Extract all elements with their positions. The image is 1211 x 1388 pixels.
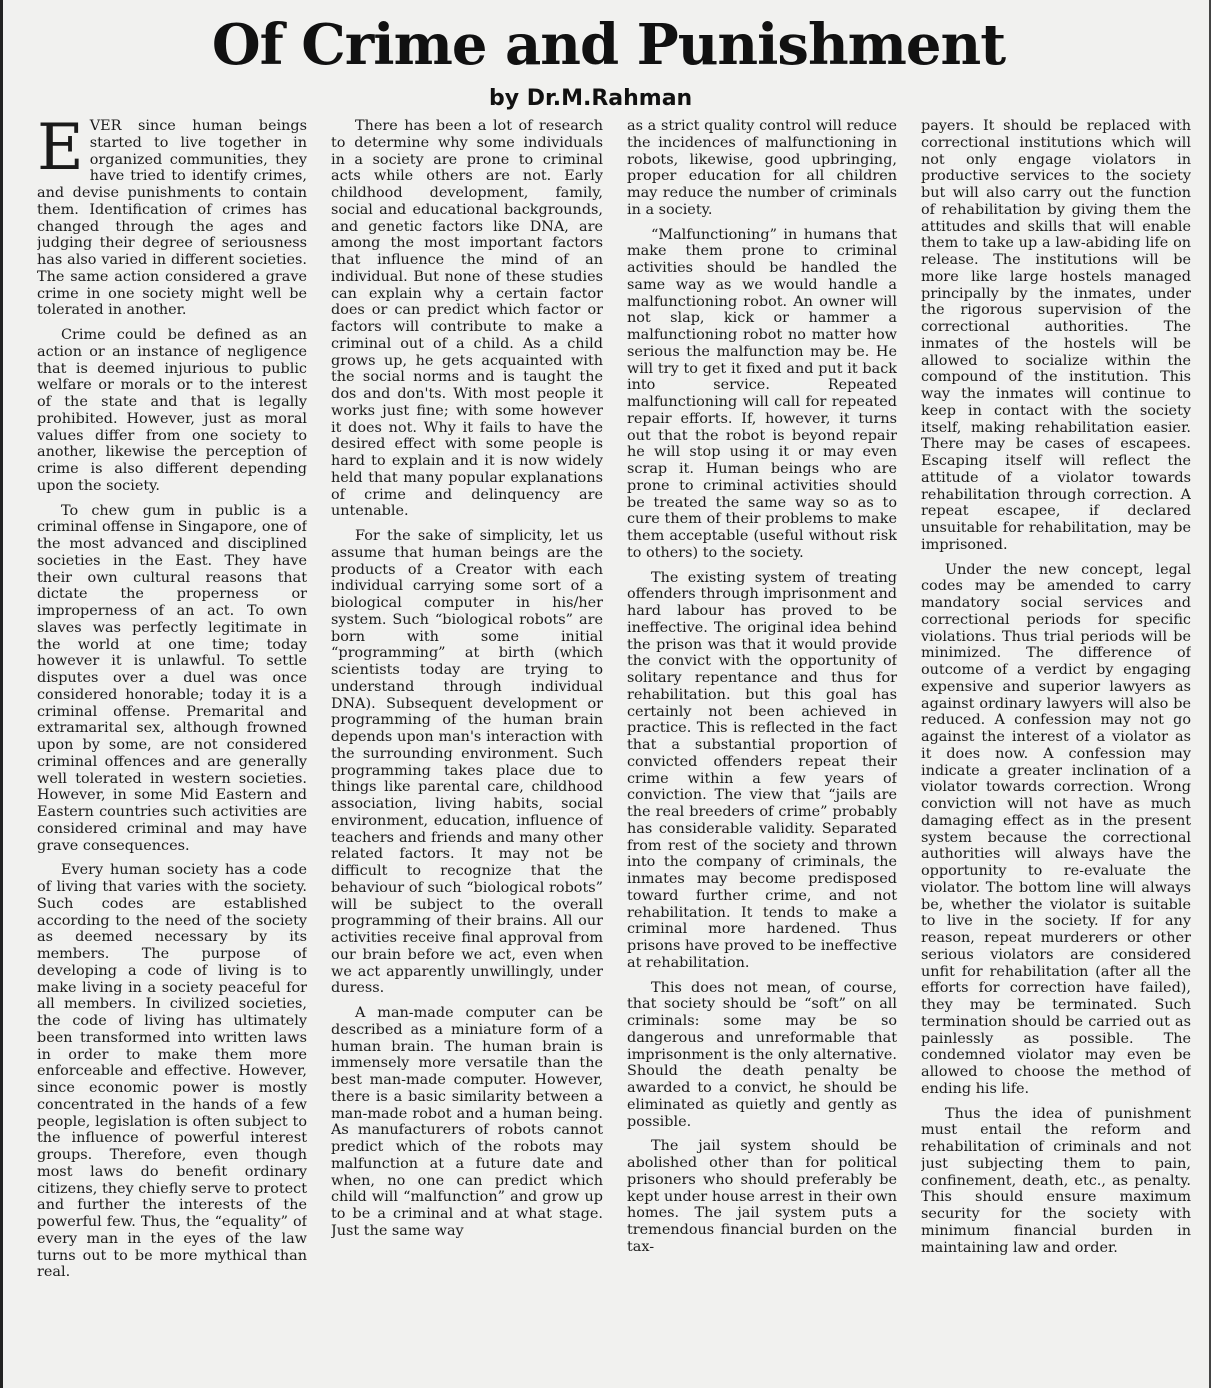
paragraph: The existing system of treating offenders through imprisonment and hard labour has proved to be ineffective. The original idea behind the prison was that it would provide the convict with the opportunity of solitary repentance and thus for rehabilitation. but this goal has certainly not been achieved in practice. This is reflected in the fact that a substantial proportion of convicted offenders repeat their crime within a few years of conviction. The view that “jails are the real breeders of crime” probably has considerable validity. Separated from rest of the society and thrown into the company of criminals, the inmates may become predisposed toward further crime, and not rehabilitation. It tends to make a criminal more hardened. Thus prisons have proved to be ineffective at rehabilitation. <box>627 569 897 971</box>
paragraph: The jail system should be abolished other than for political prisoners who should preferably be kept under house arrest in their own homes. The jail system puts a tremendous financial burden on the tax- <box>627 1138 897 1255</box>
paragraph: Every human society has a code of living that varies with the society. Such codes are established according to the need of the society as deemed necessary by its members. The purpose of developing a code of living is to make living in a society peaceful for all members. In civilized societies, the code of living has ultimately been transformed into written laws in order to make them more enforceable and effective. However, since economic power is mostly concentrated in the hands of a few people, legislation is often subject to the influence of powerful interest groups. Therefore, even though most laws do benefit ordinary citizens, they chiefly serve to protect and further the interests of the powerful few. Thus, the “equality” of every man in the eyes of the law turns out to be more mythical than real. <box>37 862 307 1281</box>
paragraph: Thus the idea of punishment must entail the reform and rehabilitation of criminals and not just subjecting them to pain, confinement, death, etc., as penalty. This should ensure maximum security for the society with minimum financial burden in maintaining law and order. <box>921 1105 1191 1256</box>
paragraph <box>37 118 307 319</box>
article-column-1 <box>37 118 307 1380</box>
article-column-4 <box>921 118 1191 1380</box>
drop-cap: E <box>37 118 84 185</box>
article-column-2 <box>331 118 603 1380</box>
headline: Of Crime and Punishment <box>211 12 1006 78</box>
paragraph: payers. It should be replaced with correctional institutions which will not only engage violators in productive services to the society but will also carry out the function of rehabilitation by giving them the attitudes and skills that will enable them to take up a law-abiding life on release. The institutions will be more like large hostels managed principally by the inmates, under the rigorous supervision of the correctional authorities. The inmates of the hostels will be allowed to socialize within the compound of the institution. This way the inmates will continue to keep in contact with the society itself, making rehabilitation easier. There may be cases of escapees. Escaping itself will reflect the attitude of a violator towards rehabilitation through correction. A repeat escapee, if declared unsuitable for rehabilitation, may be imprisoned. <box>921 118 1191 553</box>
paragraph: as a strict quality control will reduce the incidences of malfunctioning in robots, likewise, good upbringing, proper education for all children may reduce the number of criminals in a society. <box>627 118 897 218</box>
paragraph: “Malfunctioning” in humans that make them prone to criminal activities should be handled the same way as we would handle a malfunctioning robot. An owner will not slap, kick or hammer a malfunctioning robot no matter how serious the malfunction may be. He will try to get it fixed and put it back into service. Repeated malfunctioning will call for repeated repair efforts. If, however, it turns out that the robot is beyond repair he will stop using it or may even scrap it. Human beings who are prone to criminal activities should be treated the same way so as to cure them of their problems to make them acceptable (useful without risk to others) to the society. <box>627 226 897 561</box>
paragraph: To chew gum in public is a criminal offense in Singapore, one of the most advanced and disciplined societies in the East. They have their own cultural reasons that dictate the properness or improperness of an act. To own slaves was perfectly legitimate in the world at one time; today however it is unlawful. To settle disputes over a duel was once considered honorable; today it is a criminal offense. Premarital and extramarital sex, although frowned upon by some, are not considered criminal offences and are generally well tolerated in western societies. However, in some Mid Eastern and Eastern countries such activities are considered criminal and may have grave consequences. <box>37 502 307 854</box>
article-column-3 <box>627 118 897 1380</box>
paragraph: This does not mean, of course, that society should be “soft” on all criminals: some may be so dangerous and unreformable that imprisonment is the only alternative. Should the death penalty be awarded to a convict, he should be eliminated as quietly and gently as possible. <box>627 979 897 1130</box>
paragraph: Under the new concept, legal codes may be amended to carry mandatory social services and correctional periods for specific violations. Thus trial periods will be minimized. The difference of outcome of a verdict by engaging expensive and superior lawyers as against ordinary lawyers will also be reduced. A confession may not go against the interest of a violator as it does now. A confession may indicate a greater inclination of a violator towards correction. Wrong conviction will not have as much damaging effect as in the present system because the correctional authorities will always have the opportunity to re-evaluate the violator. The bottom line will always be, whether the violator is suitable to live in the society. If for any reason, repeat murderers or other serious violators are considered unfit for rehabilitation (after all the efforts for correction have failed), they may be terminated. Such termination should be carried out as painlessly as possible. The condemned violator may even be allowed to choose the method of ending his life. <box>921 561 1191 1097</box>
byline: by Dr.M.Rahman <box>489 86 693 111</box>
paragraph: There has been a lot of research to determine why some individuals in a society are prone to criminal acts while others are not. Early childhood development, family, social and educational backgrounds, and genetic factors like DNA, are among the most important factors that influence the mind of an individual. But none of these studies can explain why a certain factor does or can predict which factor or factors will contribute to make a criminal out of a child. As a child grows up, he gets acquainted with the social norms and is taught the dos and don'ts. With most people it works just fine; with some however it does not. Why it fails to have the desired effect with some people is hard to explain and it is now widely held that many popular explanations of crime and delinquency are untenable. <box>331 118 603 520</box>
paragraph: Crime could be defined as an action or an instance of negligence that is deemed injurious to public welfare or morals or to the interest of the state and that is legally prohibited. However, just as moral values differ from one society to another, likewise the perception of crime is also different depending upon the society. <box>37 327 307 494</box>
paragraph-text: VER since human beings started to live together in organized communities, they have tried to identify crimes, and devise punishments to contain them. Identification of crimes has changed through the ages and judging their degree of seriousness has also varied in different societies. The same action considered a grave crime in one society might well be tolerated in another. <box>37 118 307 319</box>
paragraph: A man-made computer can be described as a miniature form of a human brain. The human brain is immensely more versatile than the best man-made computer. However, there is a basic similarity between a man-made robot and a human being. As manufacturers of robots cannot predict which of the robots may malfunction at a future date and when, no one can predict which child will “malfunction” and grow up to be a criminal and at what stage. Just the same way <box>331 1005 603 1239</box>
paragraph: For the sake of simplicity, let us assume that human beings are the products of a Creator with each individual carrying some sort of a biological computer in his/her system. Such “biological robots” are born with some initial “programming” at birth (which scientists today are trying to understand through individual DNA). Subsequent development or programming of the human brain depends upon man's interaction with the surrounding environment. Such programming takes place due to things like parental care, childhood association, living habits, social environment, education, influence of teachers and friends and many other related factors. It may not be difficult to recognize that the behaviour of such “biological robots” will be subject to the overall programming of their brains. All our activities receive final approval from our brain before we act, even when we act apparently unwillingly, under duress. <box>331 528 603 997</box>
